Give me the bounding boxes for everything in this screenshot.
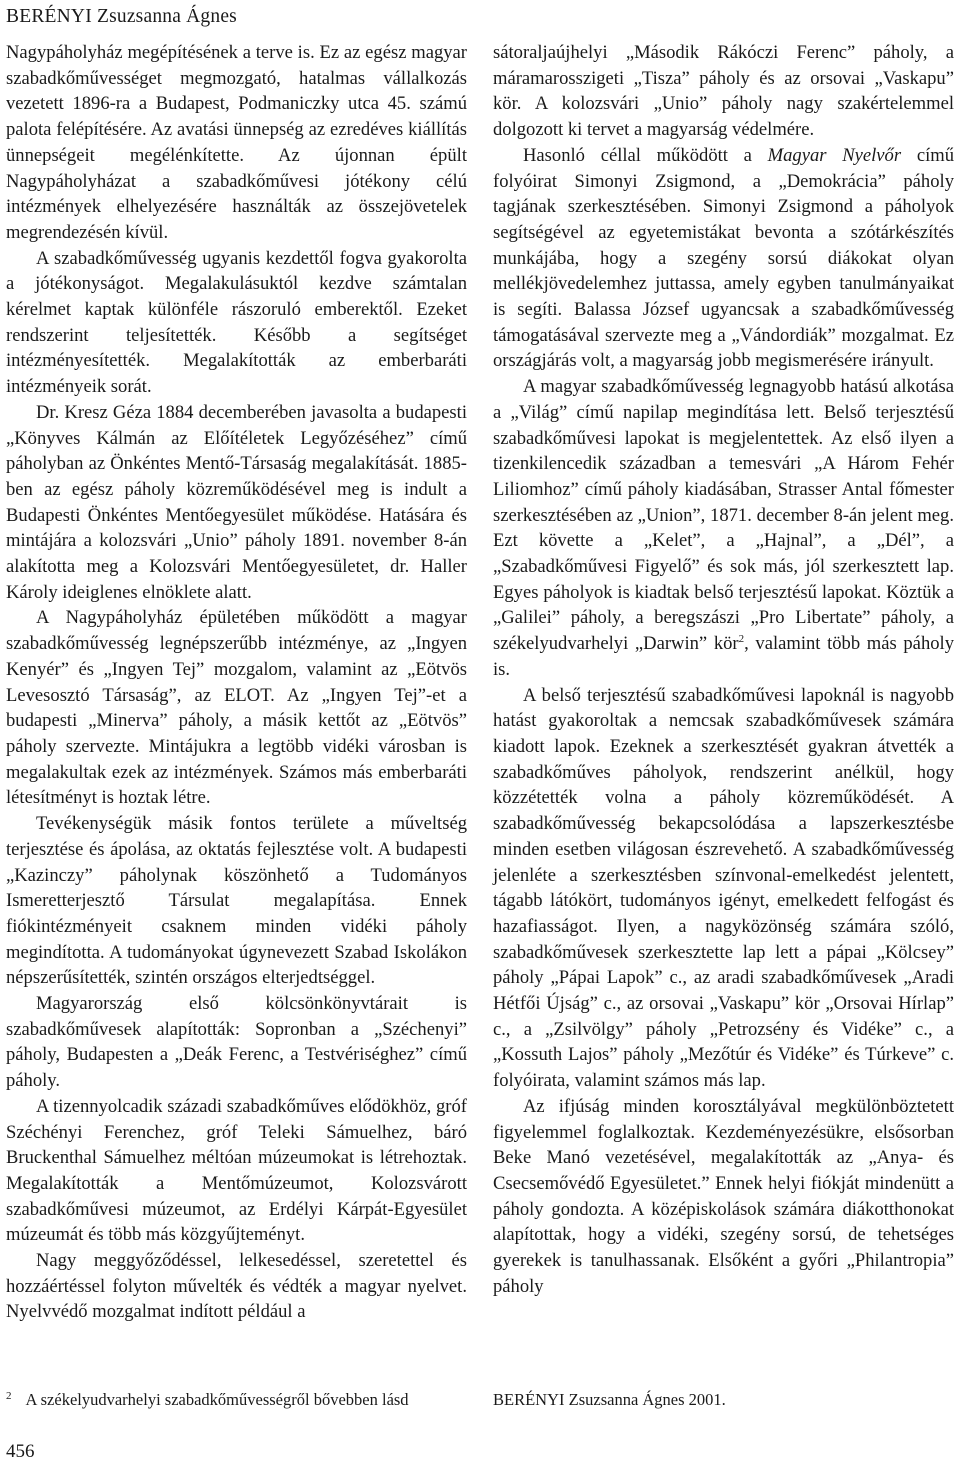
footnote-text: A székelyudvarhelyi szabadkőművességről bővebben lásd (25, 1390, 409, 1409)
page-number: 456 (6, 1441, 35, 1462)
text-run: Hasonló céllal működött a (523, 144, 768, 166)
footnote-number: 2 (6, 1389, 12, 1402)
paragraph (493, 143, 954, 374)
text-run: A magyar szabadkőművesség legnagyobb hatású alkotása a „Világ” című napilap megindítása lett. Belső terjesztésű szabadkőművesi lapokat is megjelentettek. Az első ilyen a tizenkilencedik században a temesvári „A Három Fehér Liliomhoz” című páholy kiadásában, Strasser Antal főmester szerkesztésében az „Unionˮ, 1871. december 8-án jelent meg. Ezt követte a „Kelet”, a „Hajnal”, a „Dél”, a „Szabadkőművesi Figyelő” és sok más, jól szerkesztett lap. Egyes páholyok is kiadtak belső terjesztésű lapokat. Köztük a „Galilei” páholy, a beregszászi „Pro Libertate” páholy, a székelyudvarhelyi „Darwin” kör (493, 376, 954, 655)
text-run: című folyóirat Simonyi Zsigmond, a „Demokrácia” páholy tagjának szerkesztésében. Simonyi Zsigmond a páholyok segítségével az egyetemistákat bevonta a szótárkészítés munkájába, hogy a szegény sorsú diákokat olyan mellékjövedelemhez juttassa, amely egyben tanulmányaikat is segíti. Balassa József ugyancsak a szabadkőművesség támogatásával szervezte meg a „Vándordiák” mozgalmat. Ez országjárás volt, a magyarság jobb megismerésére irányult. (493, 144, 954, 372)
paragraph: Magyarország első kölcsönkönyvtárait is szabadkőművesek alapították: Sopronban a „Széchenyi” páholy, Budapesten a „Deák Ferenc, a Testvériséghez” című páholy. (6, 993, 467, 1092)
journal-title: Magyar Nyelvőr (767, 144, 902, 166)
paragraph: sátoraljaújhelyi „Második Rákóczi Ferenc” páholy, a máramarosszigeti „Tisza” páholy és az orsovai „Vaskapu” kör. A kolozsvári „Unio” páholy nagy szakértelemmel dolgozott ki tervet a magyarság védelmére. (493, 42, 954, 141)
footnote (6, 1389, 467, 1411)
paragraph: A szabadkőművesség ugyanis kezdettől fogva gyakorolta a jótékonyságot. Megalakulásuktól kezdve számtalan kérelmet kaptak különféle rászoruló emberektől. Ezeket rendszerint teljesítették. Később a segítséget intézményesítették. Megalakították az emberbaráti intézményeik sorát. (6, 247, 467, 398)
paragraph: Dr. Kresz Géza 1884 decemberében javasolta a budapesti „Könyves Kálmán az Előítéletek Legyőzéséhez” című páholyban az Önkéntes Mentő-Társaság megalakítását. 1885-ben az egész páholy közreműködésével meg is indult a Budapesti Önkéntes Mentőegyesület működése. Hatására és mintájára a kolozsvári „Unio” páholy 1891. november 8-án alakította meg a Kolozsvári Mentőegyesületet, dr. Haller Károly ideiglenes elnöklete alatt. (6, 401, 467, 603)
left-column (6, 40, 467, 1325)
running-head: BERÉNYI Zsuzsanna Ágnes (6, 6, 237, 27)
footnote-ref: 2 (738, 632, 745, 645)
paragraph: Az ifjúság minden korosztályával megkülönböztetett figyelemmel foglalkoztak. Kezdeményezésükre, elsősorban Beke Manó vezetésével, megalakították az „Anya- és Csecsemővédő Egyesületet.” Ennek helyi fiókját mindenütt a páholy gondozta. A középiskolások számára diákotthonokat alapítottak, hogy a vidéki, szegény sorsú, de tehetséges gyerekek is tanulhassanak. Elsőként a győri „Philantropia” páholy (493, 1095, 954, 1297)
paragraph: Tevékenységük másik fontos területe a műveltség terjesztése és ápolása, az oktatás fejlesztése volt. A budapesti „Kazinczy” páholynak köszönhető a Tudományos Ismeretterjesztő Társulat megalapítása. Ennek fiókintézményeit csaknem minden vidéki páholy megindította. A tudományokat úgynevezett Szabad Iskolákon népszerűsítették, szintén országos elterjedtséggel. (6, 813, 467, 989)
paragraph: A tizennyolcadik századi szabadkőműves elődökhöz, gróf Széchényi Ferenchez, gróf Teleki Sámuelhez, báró Bruckenthal Sámuelhez méltóan múzeumokat is létrehoztak. Megalakították a Mentőmúzeumot, Kolozsvárott szabadkőművesi múzeumot, az Erdélyi Kárpát-Egyesület múzeumát és több más közgyűjteményt. (6, 1095, 467, 1246)
paragraph: Nagy meggyőződéssel, lelkesedéssel, szeretettel és hozzáértéssel folyton művelték és védték a magyar nyelvet. Nyelvvédő mozgalmat indított például a (6, 1250, 467, 1323)
paragraph (493, 374, 954, 682)
right-column (493, 40, 954, 1299)
footnote-continuation: BERÉNYI Zsuzsanna Ágnes 2001. (493, 1390, 726, 1409)
paragraph: Nagypáholyház megépítésének a terve is. Ez az egész magyar szabadkőművességet megmozgató, hatalmas vállalkozás vezetett 1896-ra a Budapest, Podmaniczky utca 45. számú palota felépítésére. Az avatási ünnepség az ezredéves kiállítás ünnepségeit megélénkítette. Az újonnan épült Nagypáholyházat a szabadkőművesi jótékony célú intézmények elhelyezésére használták az összejövetelek megrendezésén kívül. (6, 42, 467, 243)
text-run: , valamint több más páholy is. (493, 633, 954, 680)
paragraph: A Nagypáholyház épületében működött a magyar szabadkőművesség legnépszerűbb intézménye, az „Ingyen Kenyér” és „Ingyen Tej” mozgalom, valamint az „Eötvös Levesosztó Társaság”, az ELOT. Az „Ingyen Tej”-et a budapesti „Minerva” páholy, a másik kettőt az „Eötvös” páholy szervezte. Mintájukra a legtöbb vidéki városban is megalakultak ezek az intézmények. Számos más emberbaráti létesítményt is hoztak létre. (6, 607, 467, 809)
paragraph: A belső terjesztésű szabadkőművesi lapoknál is nagyobb hatást gyakoroltak a nemcsak szabadkőművesek számára kiadott lapok. Ezeknek a szerkesztését gyakran átvették a szabadkőműves páholyok, rendszerint anélkül, hogy közzétették volna a páholy közreműködését. A szabadkőművesség bekapcsolódása a lapszerkesztésbe minden esetben világosan észrevehető. A szabadkőművesség jelenléte a szerkesztésben színvonal-emelkedést jelentett, tágabb látókört, tudományos igényt, emelkedett felfogást és hazafiasságot. Ilyen, a nagyközönség számára szóló, szabadkőművesek szerkesztette lap lett a pápai „Kölcsey” páholy „Pápai Lapok” c., az aradi szabadkőművesek „Aradi Hétfői Újság” c., az orsovai „Vaskapu” kör „Orsovai Hírlap” c., a „Zsilvölgy” páholy „Petrozsény és Vidéke” c., a „Kossuth Lajos” páholy „Mezőtúr és Vidéke” és Túrkeve” c. folyóirata, valamint számos más lap. (493, 684, 954, 1092)
